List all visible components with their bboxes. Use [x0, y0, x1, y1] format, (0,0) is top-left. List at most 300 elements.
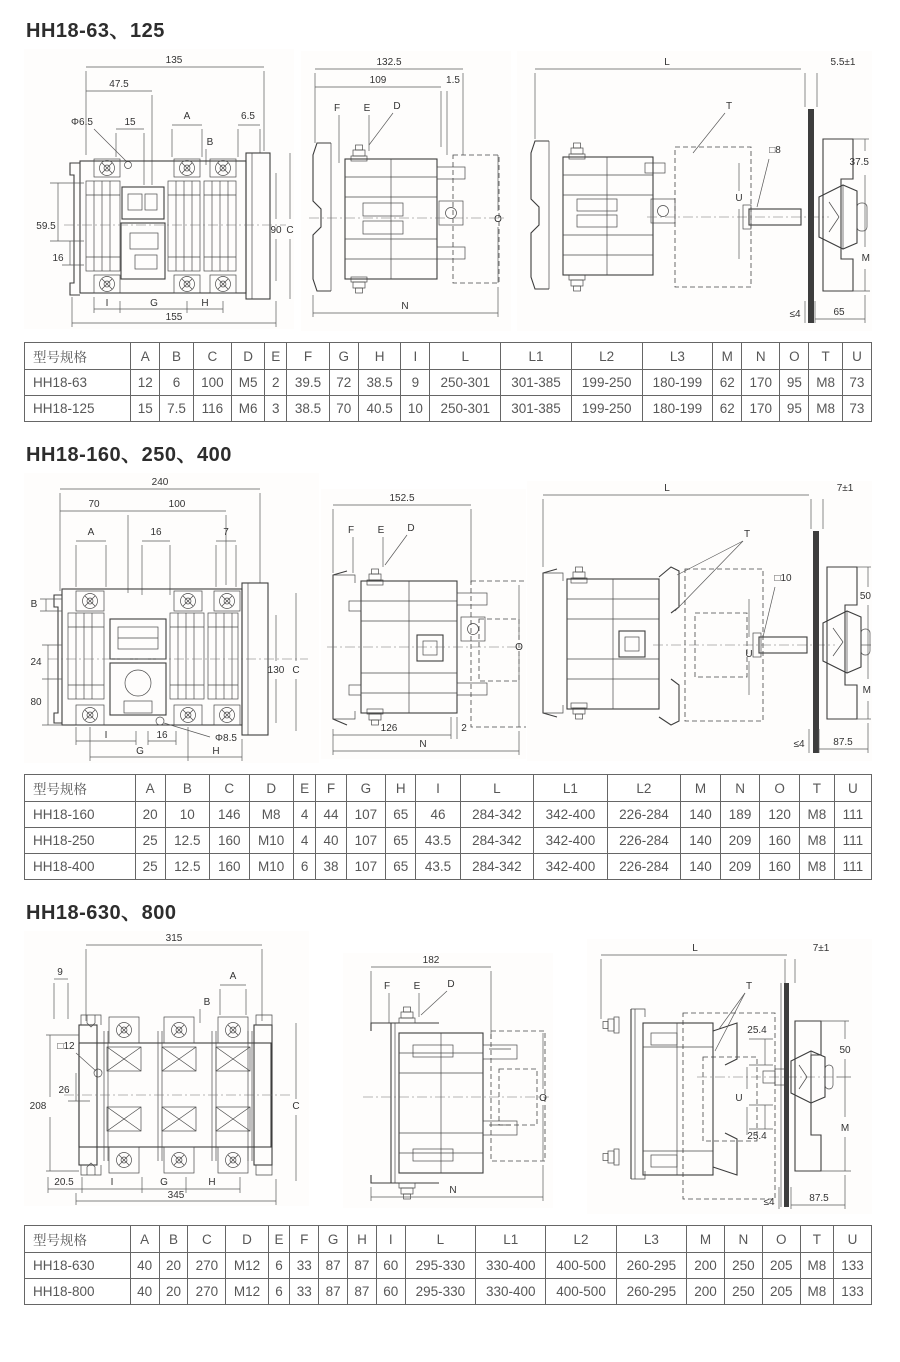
column-header: O [762, 1226, 800, 1253]
drawing-rect [651, 1155, 677, 1167]
drawing-use [399, 1007, 415, 1023]
dimension-cell: M8 [799, 854, 834, 880]
drawing-line [829, 202, 839, 217]
dimension-cell: 116 [193, 396, 231, 422]
dim-label: 9 [57, 967, 63, 978]
drawing-rect [619, 631, 645, 657]
dim-label: 182 [422, 955, 440, 966]
section-heading: HH18-160、250、400 [26, 444, 232, 466]
drawing-rect [246, 153, 270, 299]
drawing-g [563, 157, 665, 275]
dim-label: F [383, 981, 391, 992]
drawing-rect [643, 1023, 713, 1175]
dimension-cell: 226-284 [607, 828, 681, 854]
model-cell: HH18-800 [25, 1279, 131, 1305]
dimension-cell: 33 [290, 1253, 319, 1279]
column-header: H [386, 775, 416, 802]
dim-label: 20.5 [54, 1177, 74, 1188]
dimension-cell: 87 [319, 1253, 348, 1279]
drawing-line [799, 1065, 807, 1077]
dimension-cell: 180-199 [642, 396, 713, 422]
dimension-cell: 40 [130, 1279, 159, 1305]
drawing-use [603, 1017, 619, 1033]
dimension-cell: 3 [265, 396, 287, 422]
drawing-rect [110, 619, 166, 659]
dimension-cell: 209 [720, 828, 760, 854]
dimension-cell: 107 [346, 802, 386, 828]
dim-label: 345 [167, 1190, 185, 1201]
dimension-cell: 87 [319, 1279, 348, 1305]
dimension-cell: 250-301 [430, 370, 501, 396]
drawing-rect [170, 613, 204, 699]
column-header: I [416, 775, 460, 802]
dim-label: 7±1 [836, 483, 854, 494]
column-header: O [760, 775, 800, 802]
drawing-use [172, 1023, 187, 1038]
drawing-rect [130, 233, 158, 249]
drawing-thead [25, 775, 872, 802]
drawing-use [83, 708, 98, 723]
dimension-cell: 189 [720, 802, 760, 828]
dimension-cell: 65 [386, 802, 416, 828]
drawing-circle [445, 208, 456, 219]
dim-label: E [363, 103, 370, 114]
drawing-line [677, 541, 743, 575]
drawing-rect [483, 1121, 517, 1135]
dimension-cell: 12.5 [165, 854, 209, 880]
column-header: E [265, 343, 287, 370]
dim-label: 59.5 [36, 221, 56, 232]
column-header: I [376, 1226, 405, 1253]
dim-label: 87.5 [809, 1193, 829, 1204]
dim-label: I [110, 1177, 114, 1188]
dim-label: U [745, 649, 753, 660]
dimension-table-1 [24, 342, 872, 422]
dim-label: D [406, 523, 415, 534]
drawing-path [371, 1023, 439, 1031]
drawing-rect [349, 685, 361, 695]
column-header: U [842, 343, 871, 370]
dim-label: F [333, 103, 340, 114]
drawing-line [719, 993, 745, 1029]
dim-label: O [514, 642, 523, 653]
drawing-rect [439, 201, 463, 225]
dimension-cell: 107 [346, 854, 386, 880]
table-row [25, 802, 872, 828]
column-header: T [809, 343, 843, 370]
dim-label: T [745, 981, 753, 992]
drawings-row-1 [24, 49, 872, 331]
drawing-thead [25, 1226, 872, 1253]
dimension-cell: 62 [713, 396, 742, 422]
column-header: L1 [534, 775, 608, 802]
drawing-use [220, 594, 235, 609]
drawing-use [220, 708, 235, 723]
section-hh18-63-125 [24, 14, 872, 422]
dimension-cell: 72 [329, 370, 358, 396]
drawing-use [181, 594, 196, 609]
dimension-cell: 250 [724, 1279, 762, 1305]
dimension-table-2 [24, 774, 872, 880]
dimension-cell: 87 [348, 1253, 377, 1279]
column-header: L2 [546, 1226, 616, 1253]
drawing-path [333, 575, 355, 583]
dimension-cell: 65 [386, 828, 416, 854]
mounting-view-drawing-63 [517, 51, 872, 331]
column-header: F [316, 775, 346, 802]
dimension-cell: 250-301 [430, 396, 501, 422]
dimension-cell: 199-250 [571, 370, 642, 396]
dimension-cell: 146 [209, 802, 249, 828]
column-header: U [834, 1226, 872, 1253]
drawing-path [371, 1175, 439, 1183]
drawing-use [83, 594, 98, 609]
side-view-drawing-63 [301, 51, 511, 331]
dim-label: □12 [57, 1041, 75, 1052]
dim-label: ≤4 [793, 739, 805, 750]
dim-label: 1.5 [445, 75, 460, 86]
dim-label: T [743, 529, 751, 540]
dimension-cell: 330-400 [476, 1253, 546, 1279]
dim-label: A [229, 971, 237, 982]
dimension-cell: 20 [159, 1253, 188, 1279]
table-row [25, 1279, 872, 1305]
dimension-cell: 226-284 [607, 854, 681, 880]
dimension-cell: 295-330 [405, 1253, 475, 1279]
dimension-cell: 12 [131, 370, 160, 396]
dimension-cell: M12 [226, 1279, 268, 1305]
column-header: N [742, 343, 780, 370]
column-header: L [460, 775, 534, 802]
dim-label: E [377, 525, 384, 536]
column-header: N [724, 1226, 762, 1253]
drawing-line [369, 113, 393, 145]
column-header: H [358, 343, 401, 370]
drawing-path [819, 185, 857, 249]
dim-label: 315 [165, 933, 183, 944]
column-header: D [231, 343, 265, 370]
drawing-rect [110, 663, 166, 715]
drawing-rect [461, 617, 485, 641]
column-header: A [130, 1226, 159, 1253]
drawing-use [571, 567, 587, 583]
drawing-use [180, 277, 195, 292]
dim-label: 7±1 [812, 943, 830, 954]
drawing-use [603, 1149, 619, 1165]
dimension-cell: 205 [762, 1279, 800, 1305]
dim-label: 50 [859, 591, 871, 602]
column-header: G [319, 1226, 348, 1253]
dim-label: U [735, 1093, 743, 1104]
dim-label: C [286, 225, 294, 236]
dim-label: N [400, 301, 409, 312]
dim-label: I [105, 298, 109, 309]
dimension-cell: 44 [316, 802, 346, 828]
dimension-cell: 133 [834, 1253, 872, 1279]
dimension-cell: 295-330 [405, 1279, 475, 1305]
dimension-cell: 46 [416, 802, 460, 828]
dim-label: 90 [270, 225, 282, 236]
dim-label: 135 [165, 55, 183, 66]
dim-label: G [136, 746, 144, 757]
dimension-cell: M8 [809, 396, 843, 422]
drawing-rect [703, 1057, 757, 1141]
drawing-path [81, 1015, 101, 1025]
dimension-cell: 140 [681, 854, 721, 880]
drawing-rect [813, 531, 819, 753]
dimension-cell: 40 [130, 1253, 159, 1279]
dimension-cell: 95 [780, 370, 809, 396]
dimension-cell: 95 [780, 396, 809, 422]
drawing-rect [349, 601, 361, 611]
dimension-cell: 270 [188, 1253, 226, 1279]
drawing-line [385, 535, 407, 565]
drawing-path [713, 1133, 737, 1175]
front-view-drawing-630 [24, 931, 309, 1206]
dimension-cell: 400-500 [546, 1279, 616, 1305]
dimension-cell: 342-400 [534, 828, 608, 854]
dim-label: D [447, 979, 455, 990]
dim-label: B [203, 997, 211, 1008]
dim-label: L [692, 943, 698, 954]
dimension-cell: 43.5 [416, 854, 460, 880]
drawing-use [399, 1183, 415, 1199]
dim-label: □8 [769, 145, 781, 156]
dimension-cell: 160 [760, 854, 800, 880]
dimension-cell: 284-342 [460, 802, 534, 828]
dim-label: 37.5 [849, 157, 869, 168]
dimension-cell: 107 [346, 828, 386, 854]
drawing-g [643, 1023, 713, 1175]
drawing-path [543, 569, 557, 717]
section-hh18-630-800 [24, 896, 872, 1305]
dim-label: ≤4 [789, 309, 801, 320]
drawing-use [181, 708, 196, 723]
drawing-g [86, 181, 236, 271]
dim-label: U [735, 193, 743, 204]
drawing-rect [857, 203, 867, 231]
drawing-line [829, 217, 839, 232]
column-header: U [834, 775, 871, 802]
drawings-row-2 [24, 473, 872, 763]
column-header: I [401, 343, 430, 370]
model-cell: HH18-63 [25, 370, 131, 396]
drawing-path [659, 567, 679, 613]
drawing-path [333, 711, 355, 719]
dimension-cell: 40 [316, 828, 346, 854]
drawing-use [117, 1023, 132, 1038]
dimension-cell: 10 [401, 396, 430, 422]
drawing-rect [651, 1033, 677, 1045]
drawing-rect [86, 181, 120, 271]
drawing-g [104, 1031, 252, 1161]
dim-label: 16 [52, 253, 64, 264]
dimension-cell: 209 [720, 854, 760, 880]
drawing-path [543, 705, 563, 713]
column-header: E [268, 1226, 290, 1253]
drawing-rect [145, 194, 157, 210]
drawing-rect [457, 683, 487, 695]
drawing-rect [423, 641, 437, 655]
column-header: C [188, 1226, 226, 1253]
column-header: 型号规格 [25, 775, 136, 802]
column-header: C [193, 343, 231, 370]
drawing-path [313, 143, 331, 291]
dim-label: C [292, 665, 300, 676]
dim-label: T [725, 101, 733, 112]
drawing-line [763, 587, 775, 637]
dimension-cell: 38 [316, 854, 346, 880]
dim-label: H [208, 1177, 216, 1188]
drawing-rect [437, 167, 465, 179]
drawing-g [68, 613, 238, 699]
drawing-g [107, 1047, 250, 1131]
dimension-cell: 199-250 [571, 396, 642, 422]
column-header: T [800, 1226, 833, 1253]
dim-label: 7 [223, 527, 229, 538]
dimension-cell: 38.5 [358, 370, 401, 396]
column-header: A [131, 343, 160, 370]
dimension-cell: 15 [131, 396, 160, 422]
dim-label: B [206, 137, 214, 148]
dimension-cell: 200 [687, 1253, 725, 1279]
drawing-use [180, 161, 195, 176]
drawing-use [226, 1153, 241, 1168]
dimension-cell: 38.5 [287, 396, 330, 422]
drawing-thead [25, 343, 872, 370]
drawing-circle [94, 1069, 102, 1077]
dimension-cell: 301-385 [501, 396, 572, 422]
dimension-cell: 25 [135, 828, 165, 854]
dimension-cell: 62 [713, 370, 742, 396]
drawing-line [94, 129, 126, 161]
dimension-cell: 170 [742, 370, 780, 396]
drawing-path [795, 1021, 821, 1171]
dimension-cell: 260-295 [616, 1279, 686, 1305]
dim-label: 25.4 [747, 1131, 767, 1142]
dimension-cell: 160 [209, 828, 249, 854]
dimension-cell: 133 [834, 1279, 872, 1305]
drawing-rect [457, 593, 487, 605]
drawing-circle [156, 717, 164, 725]
drawing-rect [483, 1045, 517, 1059]
dimension-cell: 20 [159, 1279, 188, 1305]
dimension-cell: 170 [742, 396, 780, 422]
mounting-view-drawing-630 [587, 939, 872, 1214]
dimension-cell: M10 [249, 854, 293, 880]
dim-label: O [539, 1093, 547, 1104]
dim-label: B [30, 599, 38, 610]
dim-label: I [104, 730, 108, 741]
column-header: F [287, 343, 330, 370]
drawing-rect [683, 1013, 775, 1199]
dim-label: 6.5 [241, 111, 255, 122]
header-row [25, 775, 872, 802]
dimension-cell: 33 [290, 1279, 319, 1305]
column-header: M [681, 775, 721, 802]
column-header: T [799, 775, 834, 802]
column-header: M [713, 343, 742, 370]
dimension-cell: 205 [762, 1253, 800, 1279]
dim-label: 2 [460, 723, 467, 734]
dim-label: O [493, 214, 502, 225]
dimension-cell: 160 [760, 828, 800, 854]
model-cell: HH18-400 [25, 854, 136, 880]
drawing-use [117, 1153, 132, 1168]
dim-label: 208 [29, 1101, 47, 1112]
dimension-cell: 270 [188, 1279, 226, 1305]
model-cell: HH18-630 [25, 1253, 131, 1279]
dim-label: A [87, 527, 95, 538]
mounting-view-drawing-160 [527, 481, 872, 761]
drawing-rect [68, 613, 104, 699]
dimension-cell: 60 [376, 1279, 405, 1305]
column-header: L2 [607, 775, 681, 802]
drawing-circle [125, 162, 132, 169]
dimension-cell: 100 [193, 370, 231, 396]
dim-label: 16 [156, 730, 168, 741]
drawing-rect [784, 983, 789, 1207]
dimension-cell: 250 [724, 1253, 762, 1279]
dimension-cell: 65 [386, 854, 416, 880]
drawing-path [81, 1165, 101, 1175]
column-header: L3 [616, 1226, 686, 1253]
dimension-cell: 60 [376, 1253, 405, 1279]
dimension-cell: 400-500 [546, 1253, 616, 1279]
column-header: M [687, 1226, 725, 1253]
drawing-rect [124, 701, 152, 713]
dim-label: C [292, 1101, 300, 1112]
dimension-cell: 6 [293, 854, 316, 880]
front-view-drawing-63 [24, 49, 294, 329]
dimension-cell: 6 [160, 370, 194, 396]
dim-label: D [392, 101, 401, 112]
dimension-cell: M8 [249, 802, 293, 828]
column-header: L2 [571, 343, 642, 370]
drawing-rect [625, 637, 639, 651]
dim-label: L [664, 57, 670, 68]
dimension-cell: M8 [809, 370, 843, 396]
dim-label: H [201, 298, 209, 309]
dim-label: 109 [369, 75, 386, 86]
dimension-cell: 260-295 [616, 1253, 686, 1279]
drawing-rect [363, 203, 403, 216]
dim-label: 130 [267, 665, 285, 676]
dimension-cell: M5 [231, 370, 265, 396]
drawing-path [713, 1023, 737, 1065]
dim-label: 100 [168, 499, 186, 510]
model-cell: HH18-160 [25, 802, 136, 828]
dimension-cell: 284-342 [460, 854, 534, 880]
dimension-cell: M8 [799, 802, 834, 828]
drawing-rect [413, 1045, 453, 1057]
front-view-drawing-160 [24, 473, 319, 763]
drawing-path [531, 141, 549, 289]
dimension-cell: 111 [834, 828, 871, 854]
dimension-cell: 4 [293, 828, 316, 854]
section-heading: HH18-630、800 [26, 902, 177, 924]
dim-label: A [183, 111, 191, 122]
dim-label: Φ8.5 [215, 733, 237, 744]
table-row [25, 1253, 872, 1279]
column-header: 型号规格 [25, 343, 131, 370]
dimension-cell: M8 [799, 828, 834, 854]
drawing-g [345, 159, 465, 279]
dim-label: Φ6.5 [71, 117, 93, 128]
column-header: N [720, 775, 760, 802]
dim-label: 152.5 [388, 493, 415, 504]
drawing-use [571, 703, 587, 719]
